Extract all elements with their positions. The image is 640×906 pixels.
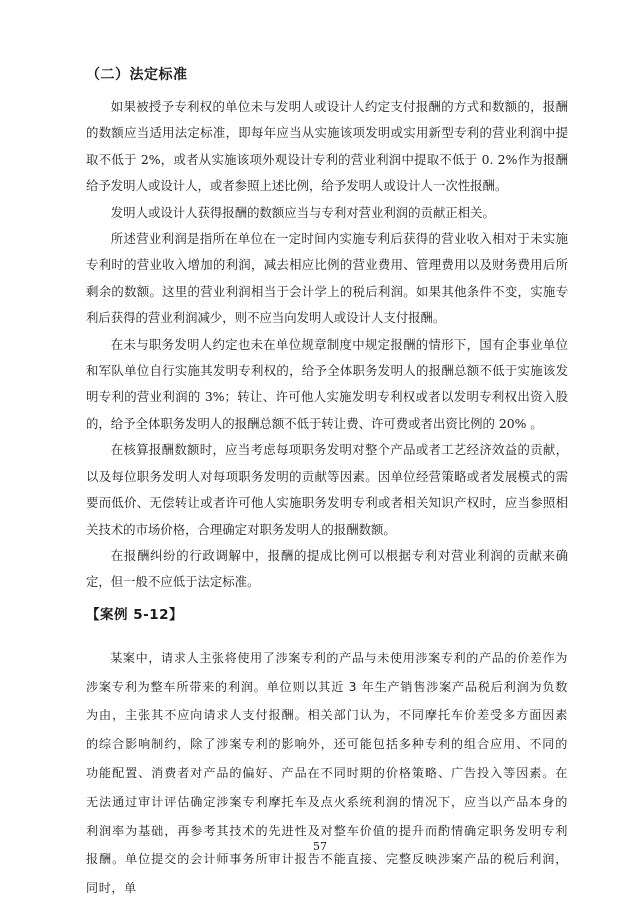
paragraph: 在未与职务发明人约定也未在单位规章制度中规定报酬的情形下，国有企事业单位和军队单位自行实施其发明专利权的，给予全体职务发明人的报酬总额不低于实施该发明专利的营业利润的 3%；转让、许可他人实施发明专利权或者以发明专利权出资入股的，给予全体职务发明人的报酬总额不低于转让费、许可费或者出资比例的 20% 。 <box>86 336 568 431</box>
paragraph: 在核算报酬数额时，应当考虑每项职务发明对整个产品或者工艺经济效益的贡献，以及每位职务发明人对每项职务发明的贡献等因素。因单位经营策略或者发展模式的需要而低价、无偿转让或者许可他人实施职务发明专利或者相关知识产权时，应当参照相关技术的市场价格，合理确定对职务发明人的报酬数额。 <box>86 442 568 537</box>
paragraph: 发明人或设计人获得报酬的数额应当与专利对营业利润的贡献正相关。 <box>110 204 495 220</box>
page-content <box>86 66 568 903</box>
paragraph: 如果被授予专利权的单位未与发明人或设计人约定支付报酬的方式和数额的，报酬的数额应当适用法定标准，即每年应当从实施该项发明或实用新型专利的营业利润中提取不低于 2%，或者从实施该项外观设计专利的营业利润中提取不低于 0. 2%作为报酬给予发明人或设计人，或者参照上述比例，给予发明人或设计人一次性报酬。 <box>86 99 568 194</box>
case-paragraph: 某案中，请求人主张将使用了涉案专利的产品与未使用涉案专利的产品的价差作为涉案专利为整车所带来的利润。单位则以其近 3 年生产销售涉案产品税后利润为负数为由，主张其不应向请求人支付报酬。相关部门认为，不同摩托车价差受多方面因素的综合影响制约，除了涉案专利的影响外，还可能包括多种专利的组合应用、不同的功能配置、消费者对产品的偏好、产品在不同时期的价格策略、广告投入等因素。在无法通过审计评估确定涉案专利摩托车及点火系统利润的情况下，应当以产品本身的利润率为基础，再参考其技术的先进性及对整车价值的提升而酌情确定职务发明专利报酬。单位提交的会计师事务所审计报告不能直接、完整反映涉案产品的税后利润，同时，单 <box>86 650 568 896</box>
paragraph: 在报酬纠纷的行政调解中，报酬的提成比例可以根据专利对营业利润的贡献来确定，但一般不应低于法定标准。 <box>86 547 568 590</box>
case-heading: 【案例 5-12】 <box>86 606 183 623</box>
page-number: 57 <box>313 840 327 853</box>
section-heading: （二）法定标准 <box>86 67 188 83</box>
paragraph: 所述营业利润是指所在单位在一定时间内实施专利后获得的营业收入相对于未实施专利时的营业收入增加的利润，减去相应比例的营业费用、管理费用以及财务费用后所剩余的数额。这里的营业利润相当于会计学上的税后利润。如果其他条件不变，实施专利后获得的营业利润减少，则不应当向发明人或设计人支付报酬。 <box>86 231 568 326</box>
